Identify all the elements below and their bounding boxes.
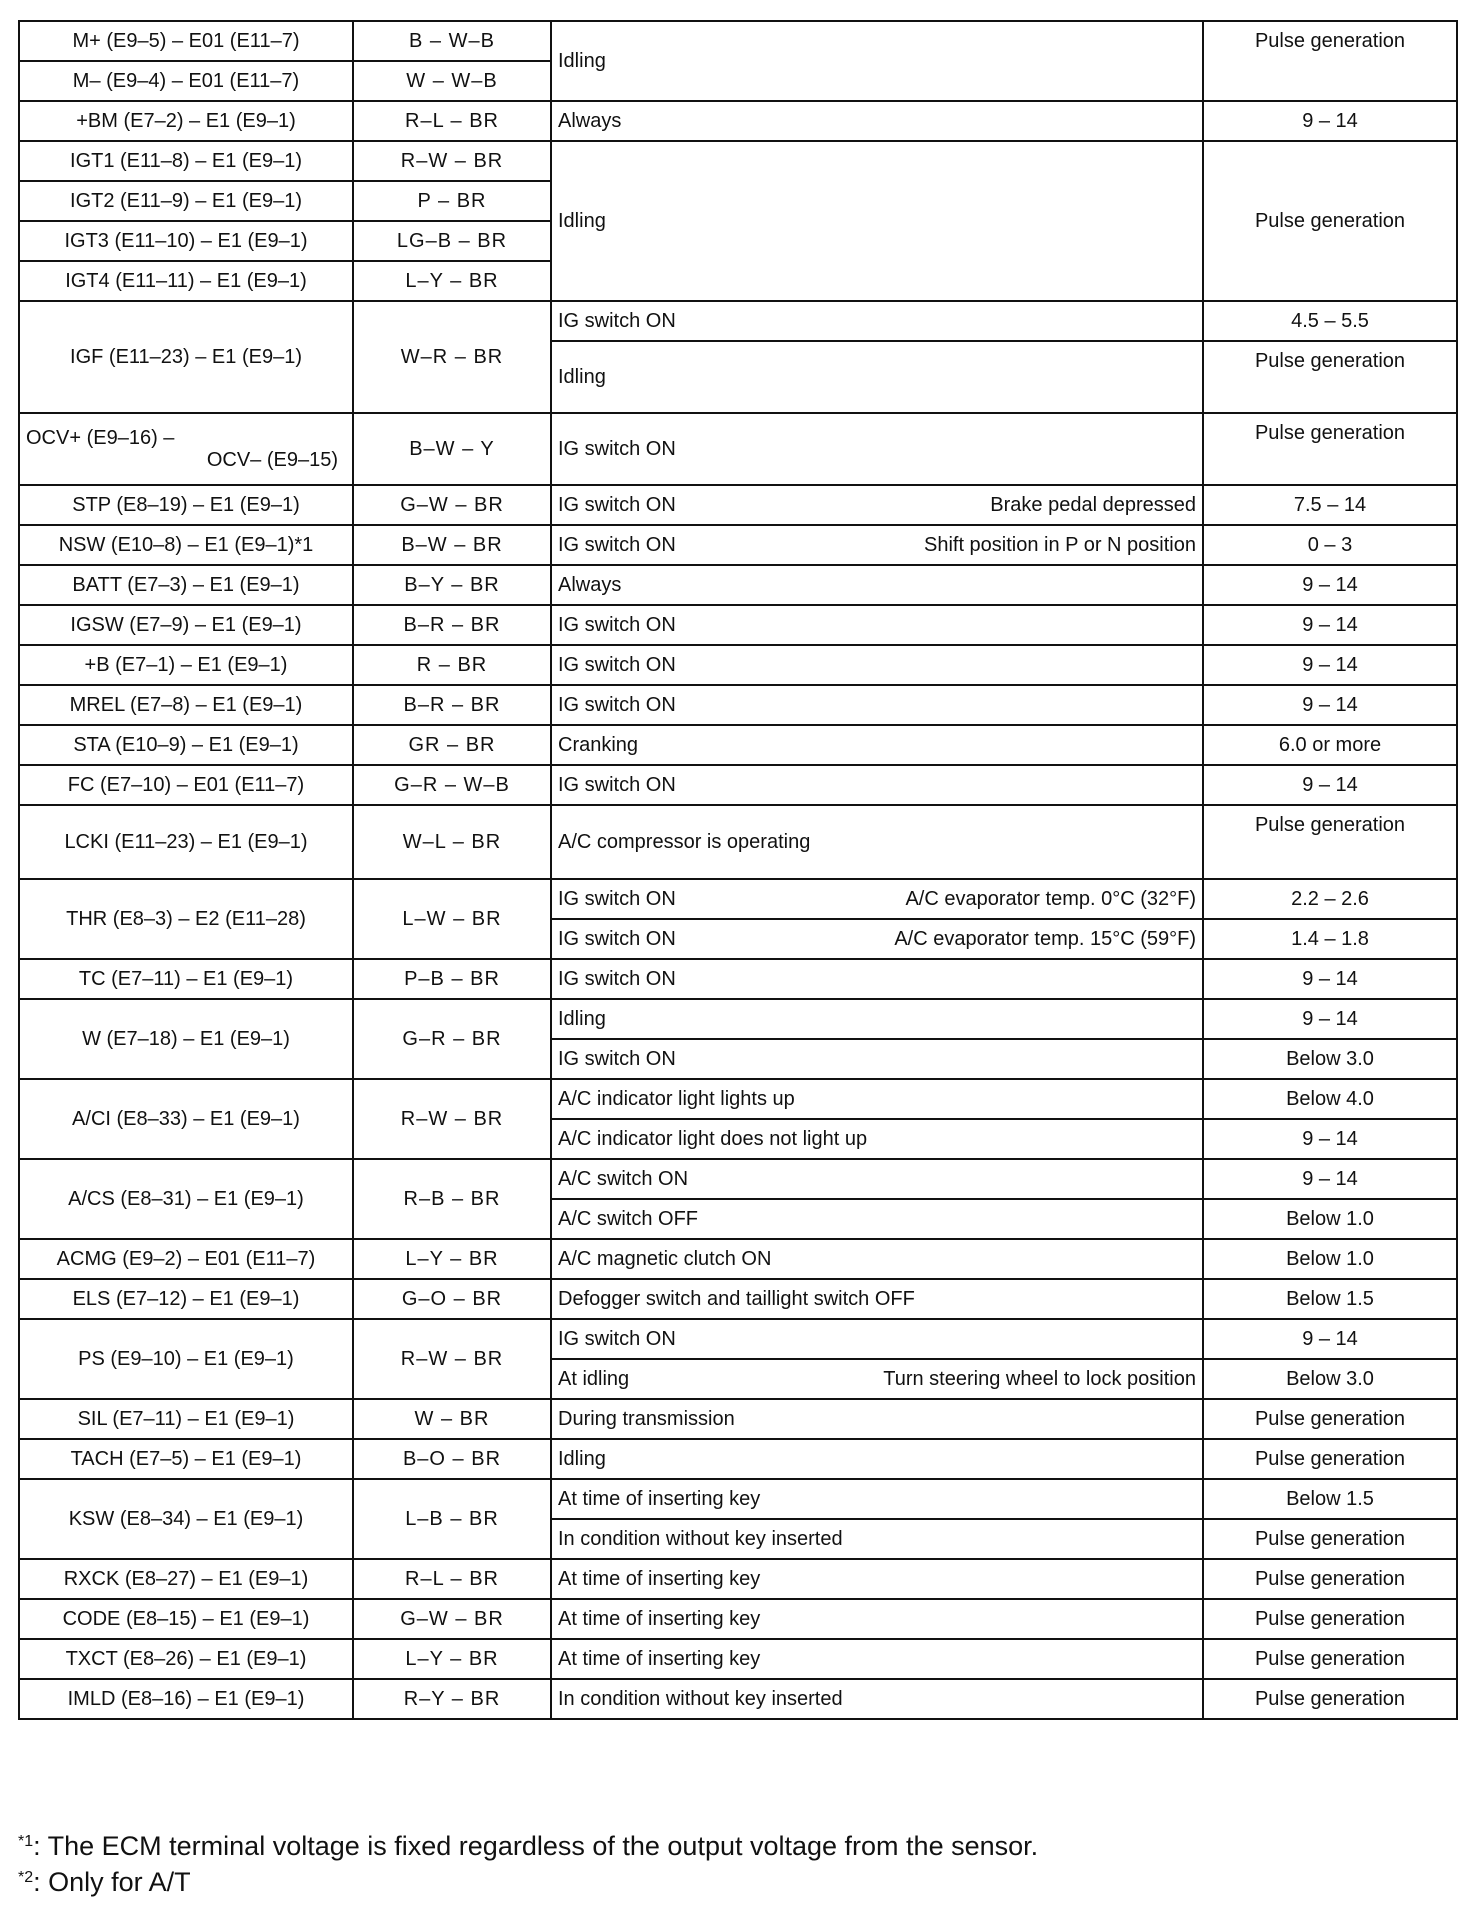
condition-cell: A/C compressor is operating: [551, 805, 1203, 879]
condition-text: IG switch ON: [558, 928, 676, 950]
terminal-line-1: OCV+ (E9–16) –: [26, 427, 175, 449]
condition-cell: IG switch ON: [551, 959, 1203, 999]
terminal-cell: FC (E7–10) – E01 (E11–7): [19, 765, 353, 805]
table-row: [19, 765, 1457, 805]
wiring-cell: L–Y – BR: [353, 261, 551, 301]
table-row: [19, 605, 1457, 645]
condition-text: At idling: [558, 1368, 630, 1390]
terminal-cell: M+ (E9–5) – E01 (E11–7): [19, 21, 353, 61]
footnote-mark: *1: [18, 1833, 34, 1850]
terminal-cell: [19, 413, 353, 485]
wiring-cell: G–R – BR: [353, 999, 551, 1079]
condition-cell: [551, 1359, 1203, 1399]
condition-detail: A/C evaporator temp. 0°C (32°F): [905, 888, 1196, 910]
wiring-cell: R–L – BR: [353, 101, 551, 141]
wiring-cell: B–R – BR: [353, 605, 551, 645]
spec-cell: 6.0 or more: [1203, 725, 1457, 765]
condition-cell: Always: [551, 101, 1203, 141]
condition-cell: A/C indicator light does not light up: [551, 1119, 1203, 1159]
terminal-cell: KSW (E8–34) – E1 (E9–1): [19, 1479, 353, 1559]
table-row: [19, 1439, 1457, 1479]
wiring-cell: R–Y – BR: [353, 1679, 551, 1719]
condition-cell: At time of inserting key: [551, 1559, 1203, 1599]
table-row: [19, 805, 1457, 879]
spec-cell: 9 – 14: [1203, 685, 1457, 725]
wiring-cell: R–W – BR: [353, 1319, 551, 1399]
table-row: [19, 645, 1457, 685]
wiring-cell: P – BR: [353, 181, 551, 221]
terminal-cell: CODE (E8–15) – E1 (E9–1): [19, 1599, 353, 1639]
terminal-cell: IGT4 (E11–11) – E1 (E9–1): [19, 261, 353, 301]
table-row: [19, 1639, 1457, 1679]
condition-cell: Cranking: [551, 725, 1203, 765]
spec-cell: 2.2 – 2.6: [1203, 879, 1457, 919]
condition-detail: Turn steering wheel to lock position: [883, 1368, 1196, 1390]
condition-detail: Brake pedal depressed: [990, 494, 1196, 516]
condition-cell: A/C switch OFF: [551, 1199, 1203, 1239]
ecm-terminal-voltage-table: [18, 20, 1458, 1720]
condition-cell: In condition without key inserted: [551, 1679, 1203, 1719]
table-row: [19, 685, 1457, 725]
wiring-cell: G–R – W–B: [353, 765, 551, 805]
table-row: [19, 999, 1457, 1039]
wiring-cell: B–O – BR: [353, 1439, 551, 1479]
spec-cell: Pulse generation: [1203, 1519, 1457, 1559]
condition-cell: Defogger switch and taillight switch OFF: [551, 1279, 1203, 1319]
condition-detail: Shift position in P or N position: [923, 534, 1196, 556]
footnotes: [18, 1828, 1456, 1900]
spec-cell: 9 – 14: [1203, 645, 1457, 685]
condition-cell: Always: [551, 565, 1203, 605]
terminal-cell: A/CI (E8–33) – E1 (E9–1): [19, 1079, 353, 1159]
terminal-cell: SIL (E7–11) – E1 (E9–1): [19, 1399, 353, 1439]
terminal-line-2: OCV– (E9–15): [206, 449, 338, 471]
spec-cell: Pulse generation: [1203, 1639, 1457, 1679]
spec-cell: Below 1.5: [1203, 1479, 1457, 1519]
wiring-cell: L–W – BR: [353, 879, 551, 959]
condition-cell: In condition without key inserted: [551, 1519, 1203, 1559]
wiring-cell: L–Y – BR: [353, 1239, 551, 1279]
terminal-cell: STA (E10–9) – E1 (E9–1): [19, 725, 353, 765]
terminal-cell: TC (E7–11) – E1 (E9–1): [19, 959, 353, 999]
wiring-cell: LG–B – BR: [353, 221, 551, 261]
spec-cell: 4.5 – 5.5: [1203, 301, 1457, 341]
terminal-cell: NSW (E10–8) – E1 (E9–1)*1: [19, 525, 353, 565]
spec-cell: 7.5 – 14: [1203, 485, 1457, 525]
condition-cell: IG switch ON: [551, 685, 1203, 725]
spec-cell: 9 – 14: [1203, 1119, 1457, 1159]
table-row: [19, 565, 1457, 605]
wiring-cell: B – W–B: [353, 21, 551, 61]
terminal-cell: PS (E9–10) – E1 (E9–1): [19, 1319, 353, 1399]
spec-cell: Below 1.5: [1203, 1279, 1457, 1319]
wiring-cell: R–L – BR: [353, 1559, 551, 1599]
wiring-cell: L–Y – BR: [353, 1639, 551, 1679]
wiring-cell: G–W – BR: [353, 485, 551, 525]
spec-cell: Below 3.0: [1203, 1039, 1457, 1079]
wiring-cell: B–W – Y: [353, 413, 551, 485]
condition-cell: A/C switch ON: [551, 1159, 1203, 1199]
spec-cell: 9 – 14: [1203, 999, 1457, 1039]
wiring-cell: P–B – BR: [353, 959, 551, 999]
condition-cell: IG switch ON: [551, 301, 1203, 341]
footnote-1: [18, 1828, 1456, 1864]
condition-cell: [551, 919, 1203, 959]
terminal-cell: +BM (E7–2) – E1 (E9–1): [19, 101, 353, 141]
table-row: [19, 725, 1457, 765]
spec-cell: Below 1.0: [1203, 1199, 1457, 1239]
terminal-cell: THR (E8–3) – E2 (E11–28): [19, 879, 353, 959]
spec-cell: 9 – 14: [1203, 605, 1457, 645]
terminal-cell: TACH (E7–5) – E1 (E9–1): [19, 1439, 353, 1479]
table-row: [19, 1599, 1457, 1639]
wiring-cell: R–W – BR: [353, 141, 551, 181]
spec-cell: Pulse generation: [1203, 341, 1457, 413]
wiring-cell: R–B – BR: [353, 1159, 551, 1239]
terminal-cell: TXCT (E8–26) – E1 (E9–1): [19, 1639, 353, 1679]
terminal-cell: IGT3 (E11–10) – E1 (E9–1): [19, 221, 353, 261]
table-row: [19, 301, 1457, 341]
wiring-cell: L–B – BR: [353, 1479, 551, 1559]
terminal-cell: M– (E9–4) – E01 (E11–7): [19, 61, 353, 101]
ecm-terminal-table-page: [18, 20, 1456, 1896]
table-row: [19, 1479, 1457, 1519]
condition-cell: Idling: [551, 999, 1203, 1039]
spec-cell: 9 – 14: [1203, 959, 1457, 999]
spec-cell: Pulse generation: [1203, 141, 1457, 301]
table-row: [19, 1679, 1457, 1719]
table-row: [19, 1079, 1457, 1119]
terminal-cell: ACMG (E9–2) – E01 (E11–7): [19, 1239, 353, 1279]
condition-detail: A/C evaporator temp. 15°C (59°F): [894, 928, 1196, 950]
terminal-cell: IGSW (E7–9) – E1 (E9–1): [19, 605, 353, 645]
terminal-cell: ELS (E7–12) – E1 (E9–1): [19, 1279, 353, 1319]
terminal-cell: IGT2 (E11–9) – E1 (E9–1): [19, 181, 353, 221]
wiring-cell: R–W – BR: [353, 1079, 551, 1159]
table-row: [19, 1239, 1457, 1279]
condition-text: IG switch ON: [558, 888, 676, 910]
terminal-cell: IMLD (E8–16) – E1 (E9–1): [19, 1679, 353, 1719]
condition-cell: [551, 525, 1203, 565]
wiring-cell: GR – BR: [353, 725, 551, 765]
condition-cell: A/C indicator light lights up: [551, 1079, 1203, 1119]
table-row: [19, 1319, 1457, 1359]
terminal-cell: RXCK (E8–27) – E1 (E9–1): [19, 1559, 353, 1599]
table-row: [19, 1399, 1457, 1439]
terminal-cell: +B (E7–1) – E1 (E9–1): [19, 645, 353, 685]
condition-cell: IG switch ON: [551, 765, 1203, 805]
table-row: [19, 879, 1457, 919]
condition-cell: IG switch ON: [551, 605, 1203, 645]
condition-cell: At time of inserting key: [551, 1639, 1203, 1679]
terminal-cell: BATT (E7–3) – E1 (E9–1): [19, 565, 353, 605]
terminal-cell: MREL (E7–8) – E1 (E9–1): [19, 685, 353, 725]
wiring-cell: B–W – BR: [353, 525, 551, 565]
footnote-mark: *2: [18, 1869, 34, 1886]
condition-text: IG switch ON: [558, 494, 676, 516]
condition-cell: Idling: [551, 21, 1203, 101]
spec-cell: Pulse generation: [1203, 21, 1457, 101]
spec-cell: Pulse generation: [1203, 1679, 1457, 1719]
terminal-cell: LCKI (E11–23) – E1 (E9–1): [19, 805, 353, 879]
spec-cell: Pulse generation: [1203, 413, 1457, 485]
condition-cell: [551, 879, 1203, 919]
spec-cell: Below 1.0: [1203, 1239, 1457, 1279]
table-row: [19, 101, 1457, 141]
condition-cell: Idling: [551, 341, 1203, 413]
footnote-2: [18, 1864, 1456, 1900]
footnote-text: : The ECM terminal voltage is fixed regardless of the output voltage from the sensor.: [33, 1831, 1039, 1861]
condition-cell: At time of inserting key: [551, 1479, 1203, 1519]
wiring-cell: B–R – BR: [353, 685, 551, 725]
condition-cell: IG switch ON: [551, 1319, 1203, 1359]
spec-cell: 9 – 14: [1203, 1319, 1457, 1359]
spec-cell: Pulse generation: [1203, 1399, 1457, 1439]
condition-cell: Idling: [551, 1439, 1203, 1479]
table-row: [19, 525, 1457, 565]
wiring-cell: W–R – BR: [353, 301, 551, 413]
spec-cell: 0 – 3: [1203, 525, 1457, 565]
terminal-cell: STP (E8–19) – E1 (E9–1): [19, 485, 353, 525]
table-row: [19, 1279, 1457, 1319]
condition-cell: IG switch ON: [551, 1039, 1203, 1079]
condition-cell: During transmission: [551, 1399, 1203, 1439]
table-row: [19, 413, 1457, 485]
condition-cell: Idling: [551, 141, 1203, 301]
spec-cell: Pulse generation: [1203, 1599, 1457, 1639]
condition-cell: [551, 485, 1203, 525]
spec-cell: 9 – 14: [1203, 1159, 1457, 1199]
spec-cell: 9 – 14: [1203, 765, 1457, 805]
terminal-cell: A/CS (E8–31) – E1 (E9–1): [19, 1159, 353, 1239]
table-row: [19, 1559, 1457, 1599]
wiring-cell: G–W – BR: [353, 1599, 551, 1639]
condition-text: IG switch ON: [558, 534, 676, 556]
table-row: [19, 21, 1457, 61]
terminal-cell: IGF (E11–23) – E1 (E9–1): [19, 301, 353, 413]
table-row: [19, 141, 1457, 181]
wiring-cell: B–Y – BR: [353, 565, 551, 605]
spec-cell: Pulse generation: [1203, 805, 1457, 879]
table-row: [19, 485, 1457, 525]
spec-cell: 9 – 14: [1203, 101, 1457, 141]
spec-cell: Pulse generation: [1203, 1439, 1457, 1479]
wiring-cell: W–L – BR: [353, 805, 551, 879]
wiring-cell: R – BR: [353, 645, 551, 685]
spec-cell: 1.4 – 1.8: [1203, 919, 1457, 959]
condition-cell: IG switch ON: [551, 645, 1203, 685]
wiring-cell: W – BR: [353, 1399, 551, 1439]
condition-cell: At time of inserting key: [551, 1599, 1203, 1639]
table-row: [19, 959, 1457, 999]
terminal-cell: W (E7–18) – E1 (E9–1): [19, 999, 353, 1079]
spec-cell: Pulse generation: [1203, 1559, 1457, 1599]
footnote-text: : Only for A/T: [33, 1867, 191, 1897]
wiring-cell: W – W–B: [353, 61, 551, 101]
wiring-cell: G–O – BR: [353, 1279, 551, 1319]
spec-cell: Below 3.0: [1203, 1359, 1457, 1399]
condition-cell: IG switch ON: [551, 413, 1203, 485]
spec-cell: 9 – 14: [1203, 565, 1457, 605]
terminal-cell: IGT1 (E11–8) – E1 (E9–1): [19, 141, 353, 181]
spec-cell: Below 4.0: [1203, 1079, 1457, 1119]
table-row: [19, 1159, 1457, 1199]
condition-cell: A/C magnetic clutch ON: [551, 1239, 1203, 1279]
